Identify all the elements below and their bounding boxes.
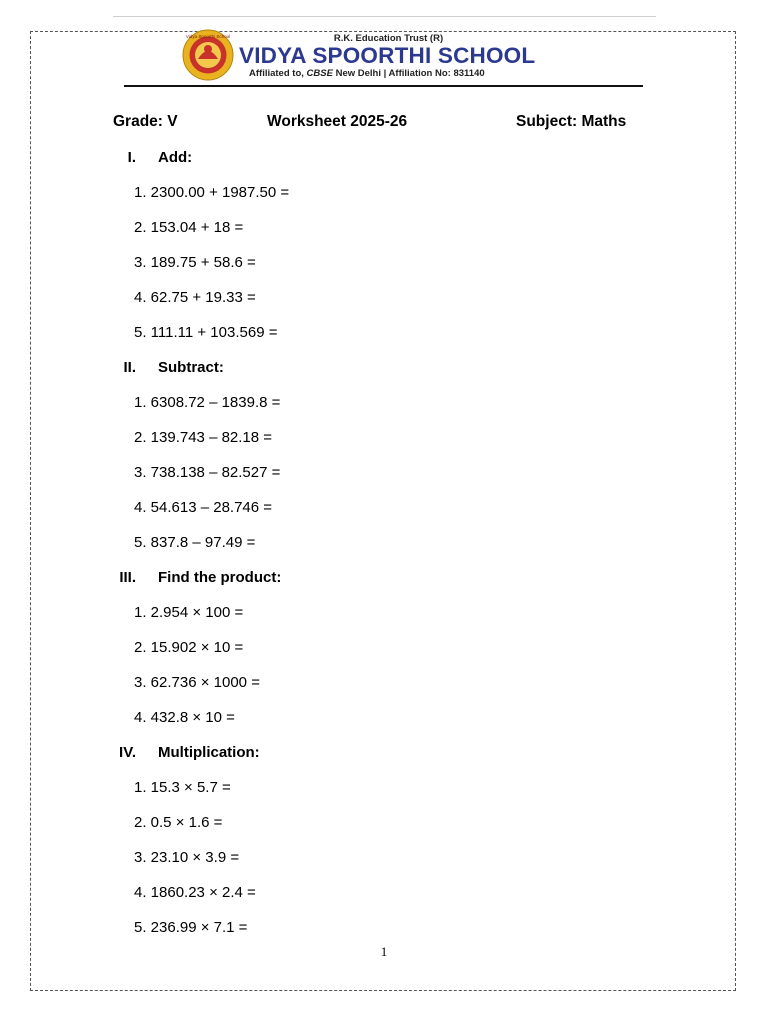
logo-lettering: Vidya Spoorthi School [185,34,231,39]
question-item: 4. 1860.23 × 2.4 = [134,884,256,901]
school-logo-icon [181,29,235,81]
grade-label: Grade: V [113,113,178,130]
question-item: 3. 62.736 × 1000 = [134,674,260,691]
question-item: 3. 189.75 + 58.6 = [134,254,256,271]
section-title: Add: [158,149,193,166]
section-title: Find the product: [158,569,282,586]
subject-label: Subject: Maths [516,113,627,130]
page-number: 1 [380,944,388,959]
header-rule [124,85,643,87]
section-title: Multiplication: [158,744,260,761]
question-item: 4. 54.613 – 28.746 = [134,499,273,516]
question-item: 1. 6308.72 – 1839.8 = [134,394,281,411]
question-item: 2. 0.5 × 1.6 = [134,814,223,831]
affiliation-line: Affiliated to, CBSE New Delhi | Affiliation No: 831140 [249,68,485,79]
question-item: 1. 15.3 × 5.7 = [134,779,231,796]
section-number: I. [127,149,136,166]
question-item: 4. 62.75 + 19.33 = [134,289,256,306]
question-item: 3. 23.10 × 3.9 = [134,849,240,866]
question-item: 5. 837.8 – 97.49 = [134,534,256,551]
question-item: 4. 432.8 × 10 = [134,709,235,726]
question-item: 5. 111.11 + 103.569 = [134,324,278,341]
question-item: 3. 738.138 – 82.527 = [134,464,281,481]
section-number: II. [123,359,136,376]
question-item: 2. 15.902 × 10 = [134,639,244,656]
section-title: Subtract: [158,359,224,376]
trust-name: R.K. Education Trust (R) [333,33,444,44]
question-item: 2. 153.04 + 18 = [134,219,244,236]
section-number: IV. [119,744,136,761]
school-name: VIDYA SPOORTHI SCHOOL [239,43,536,68]
question-item: 2. 139.743 – 82.18 = [134,429,273,446]
question-item: 5. 236.99 × 7.1 = [134,919,248,936]
question-item: 1. 2.954 × 100 = [134,604,244,621]
question-item: 1. 2300.00 + 1987.50 = [134,184,290,201]
top-divider [113,16,656,17]
section-number: III. [119,569,136,586]
worksheet-title: Worksheet 2025-26 [267,113,408,130]
